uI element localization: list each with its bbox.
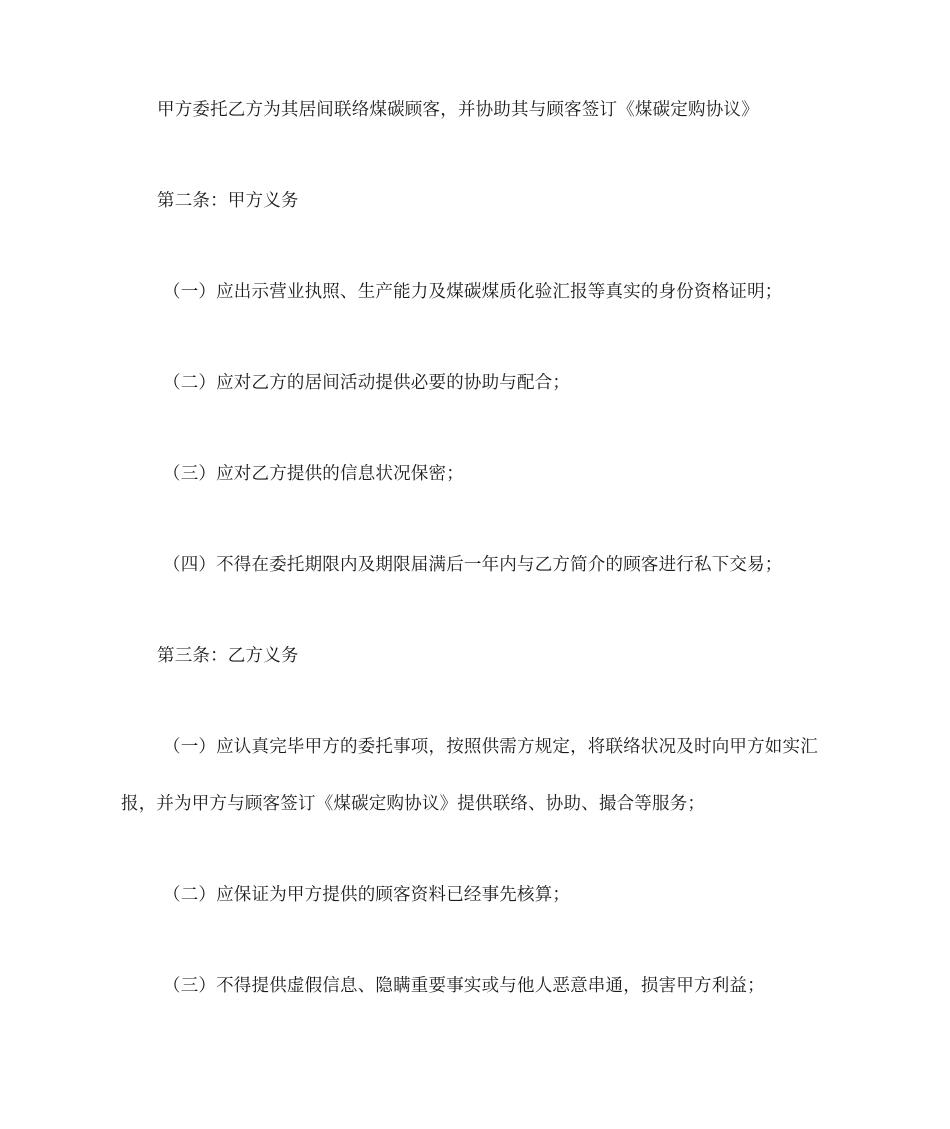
clause-2-4: （四）不得在委托期限内及期限届满后一年内与乙方简介的顾客进行私下交易；: [163, 555, 783, 575]
clause-3-3: （三）不得提供虚假信息、隐瞒重要事实或与他人恶意串通，损害甲方利益；: [163, 976, 765, 996]
clause-2-3: （三）应对乙方提供的信息状况保密；: [163, 464, 464, 484]
clause-2-1: （一）应出示营业执照、生产能力及煤碳煤质化验汇报等真实的身份资格证明；: [163, 282, 783, 302]
clause-3-2: （二）应保证为甲方提供的顾客资料已经事先核算；: [163, 885, 571, 905]
paragraph-intro: 甲方委托乙方为其居间联络煤碳顾客，并协助其与顾客签订《煤碳定购协议》: [157, 100, 759, 120]
clause-2-2: （二）应对乙方的居间活动提供必要的协助与配合；: [163, 373, 571, 393]
clause-3-1-line-2: 报，并为甲方与顾客签订《煤碳定购协议》提供联络、协助、撮合等服务；: [121, 794, 706, 814]
clause-3-1-line-1: （一）应认真完毕甲方的委托事项，按照供需方规定，将联络状况及时向甲方如实汇: [163, 737, 818, 757]
heading-article-2: 第二条：甲方义务: [157, 191, 299, 211]
heading-article-3: 第三条：乙方义务: [157, 646, 299, 666]
